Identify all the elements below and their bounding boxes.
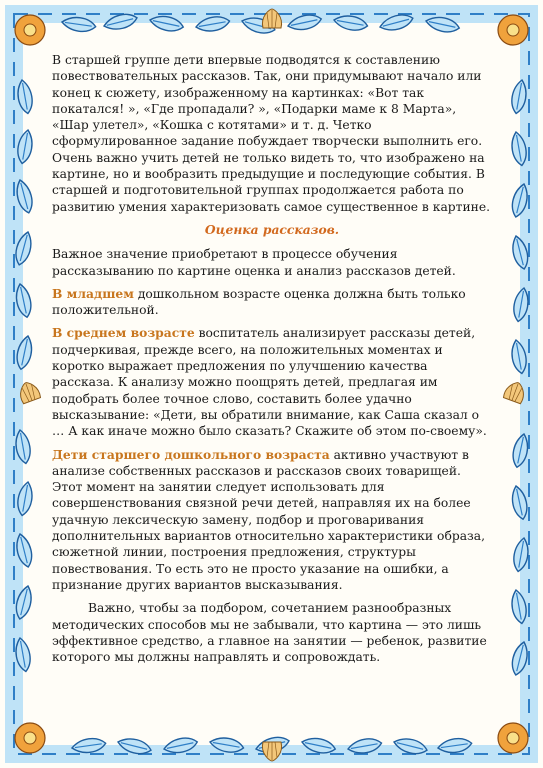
highlight-middle-age: В среднем возрасте — [52, 325, 195, 341]
highlight-junior-age: В младшем — [52, 285, 134, 301]
section-heading: Оценка рассказов. — [204, 221, 340, 237]
paragraph-middle-age — [52, 325, 492, 439]
paragraph-conclusion: Важно, чтобы за подбором, сочетанием разнообразных методических способов мы не забывали, что картина — это лишь эффективное средство, а главное на занятии — ребенок, развитие которого мы должны направлять и сопровождать. — [52, 601, 487, 665]
paragraph-importance: Важное значение приобретают в процессе обучения рассказыванию по картине оценка и анализ рассказов детей. — [52, 247, 456, 278]
highlight-senior-age: Дети старшего дошкольного возраста — [52, 446, 330, 462]
text-middle-age: воспитатель анализирует рассказы детей, подчеркивая, прежде всего, на положительных моментах и коротко выражает предложения по улучшению качества рассказа. К анализу можно поощрять детей, предлагая им подобрать более точное слово, составить более удачно высказывание: «Дети, вы обратили внимание, как Саша сказал о … А как иначе можно было сказать? Скажите об этом по-своему». — [52, 326, 487, 439]
paragraph-junior-age — [52, 286, 492, 319]
text-junior-age: дошкольном возрасте оценка должна быть только положительной. — [52, 286, 466, 318]
paragraph-senior-age — [52, 447, 492, 594]
text-senior-age: активно участвуют в анализе собственных рассказов и рассказов своих товарищей. Этот момент на занятии следует использовать для совершенствования связной речи детей, направляя их на более удачную лексическую замену, подбор и проговаривания дополнительных вариантов относительно характеристики образа, сюжетной линии, построения предложения, структуры повествования. То есть это не просто указание на ошибки, а признание других вариантов высказывания. — [52, 447, 485, 592]
intro-paragraph: В старшей группе дети впервые подводятся к составлению повествовательных рассказов. Так, они придумывают начало или конец к сюжету, изображенному на картинках: «Вот так покатался! », «Где пропадали? », «Подарки маме к 8 Марта», «Шар улетел», «Кошка с котятами» и т. д. Четко сформулированное задание побуждает творчески выполнить его. Очень важно учить детей не только видеть то, что изображено на картине, но и вообразить предыдущие и последующие события. В старшей и подготовительной группах продолжается работа по развитию умения характеризовать самое существенное в картине. — [52, 53, 491, 214]
document-body — [52, 52, 492, 720]
